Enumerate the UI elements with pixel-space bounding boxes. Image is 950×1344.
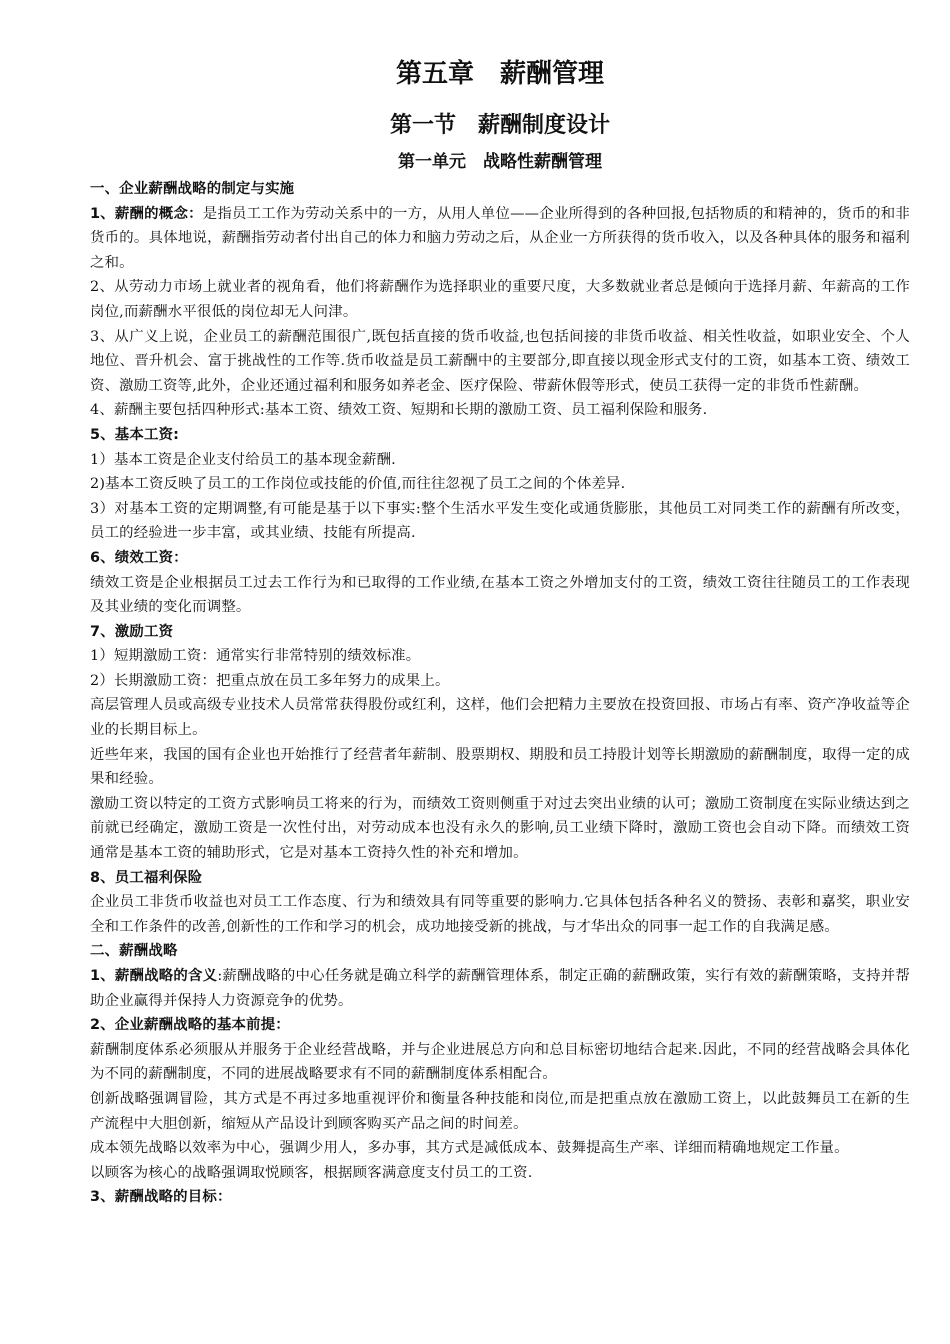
paragraph-strategy-meaning: 1、薪酬战略的含义:薪酬战略的中心任务就是确立科学的薪酬管理体系，制定正确的薪酬政策，实行有效的薪酬策略，支持并帮助企业赢得并保持人力资源竞争的优势。 [90,968,910,1009]
document-body [90,177,910,1210]
section-title: 第一节 薪酬制度设计 [389,113,610,138]
heading-salary-strategy: 二、薪酬战略 [90,943,178,960]
paragraph-short-term-incentive: 1）短期激励工资：通常实行非常特别的绩效标准。 [90,648,421,665]
paragraph-cost-leadership: 成本领先战略以效率为中心，强调少用人，多办事，其方式是减低成本、鼓舞提高生产率、详细而精确地规定工作量。 [90,1140,849,1157]
paragraph-labor-market: 2、从劳动力市场上就业者的视角看，他们将薪酬作为选择职业的重要尺度，大多数就业者总是倾向于选择月薪、年薪高的工作岗位,而薪酬水平很低的岗位却无人问津。 [90,279,910,320]
paragraph-performance-wage: 绩效工资是企业根据员工过去工作行为和已取得的工作业绩,在基本工资之外增加支付的工资，绩效工资往往随员工的工作表现及其业绩的变化而调整。 [90,574,910,616]
heading-basic-wage: 5、基本工资: [90,426,180,443]
heading-strategy-goals: 3、薪酬战略的目标： [90,1189,232,1206]
unit-title: 第一单元 战略性薪酬管理 [398,152,602,172]
heading-performance-wage: 6、绩效工资： [90,549,188,566]
paragraph-senior-management: 高层管理人员或高级专业技术人员常常获得股份或红利，这样，他们会把精力主要放在投资回报、市场占有率、资产净收益等企业的长期目标上。 [90,697,910,739]
paragraph-basic-wage-3: 3）对基本工资的定期调整,有可能是基于以下事实:整个生活水平发生变化或通货膨胀，其他员工对同类工作的薪酬有所改变，员工的经验进一步丰富，或其业绩、技能有所提高. [90,500,910,542]
heading-incentive-wage: 7、激励工资 [90,623,174,640]
paragraph-system-serves-strategy: 薪酬制度体系必须服从并服务于企业经营战略，并与企业进展总方向和总目标密切地结合起来.因此，不同的经营战略会具体化为不同的薪酬制度，不同的进展战略要求有不同的薪酬制度体系相配合。 [90,1041,910,1083]
paragraph-broad-sense: 3、从广义上说，企业员工的薪酬范围很广,既包括直接的货币收益,也包括间接的非货币收益、相关性收益，如职业安全、个人地位、晋升机会、富于挑战性的工作等.货币收益是员工薪酬中的主要部分,即直接以现金形式支付的工资，如基本工资、绩效工资、激励工资等,此外，企业还通过福利和服务如养老金、医疗保险、带薪休假等形式，使员工获得一定的非货币性薪酬。 [90,328,910,394]
heading-strategy-premise: 2、企业薪酬战略的基本前提： [90,1017,290,1034]
paragraph-non-monetary: 企业员工非货币收益也对员工工作态度、行为和绩效具有同等重要的影响力.它具体包括各种名义的赞扬、表彰和嘉奖，职业安全和工作条件的改善,创新性的工作和学习的机会，成功地接受新的挑战，与才华出众的同事一起工作的自我满足感。 [90,894,910,935]
paragraph-long-term-incentive: 2）长期激励工资：把重点放在员工多年努力的成果上。 [90,672,450,689]
paragraph-incentive-vs-performance: 激励工资以特定的工资方式影响员工将来的行为，而绩效工资则侧重于对过去突出业绩的认可；激励工资制度在实际业绩达到之前就已经确定，激励工资是一次性付出，对劳动成本也没有永久的影响,员工业绩下降时，激励工资也会自动下降。而绩效工资通常是基本工资的辅助形式，它是对基本工资持久性的补充和增加。 [90,795,910,862]
paragraph-state-enterprises: 近些年来，我国的国有企业也开始推行了经营者年薪制、股票期权、期股和员工持股计划等长期激励的薪酬制度，取得一定的成果和经验。 [90,746,910,788]
paragraph-salary-concept: 1、薪酬的概念：是指员工工作为劳动关系中的一方，从用人单位——企业所得到的各种回报,包括物质的和精神的，货币的和非货币的。具体地说，薪酬指劳动者付出自己的体力和脑力劳动之后，从企业一方所获得的货币收入，以及各种具体的服务和福利之和。 [90,205,910,271]
paragraph-customer-centric: 以顾客为核心的战略强调取悦顾客，根据顾客满意度支付员工的工资. [90,1164,533,1181]
paragraph-four-forms: 4、薪酬主要包括四种形式:基本工资、绩效工资、短期和长期的激励工资、员工福利保险和服务. [90,402,708,419]
chapter-title: 第五章 薪酬管理 [395,59,604,89]
heading-employee-welfare: 8、员工福利保险 [90,869,203,886]
heading-strategy-formulation: 一、企业薪酬战略的制定与实施 [90,181,295,197]
paragraph-innovation-strategy: 创新战略强调冒险，其方式是不再过多地重视评价和衡量各种技能和岗位,而是把重点放在激励工资上，以此鼓舞员工在新的生产流程中大胆创新，缩短从产品设计到顾客购买产品之间的时间差。 [90,1090,910,1132]
paragraph-basic-wage-1: 1）基本工资是企业支付给员工的基本现金薪酬. [90,451,396,468]
paragraph-basic-wage-2: 2)基本工资反映了员工的工作岗位或技能的价值,而往往忽视了员工之间的个体差异. [90,476,626,493]
